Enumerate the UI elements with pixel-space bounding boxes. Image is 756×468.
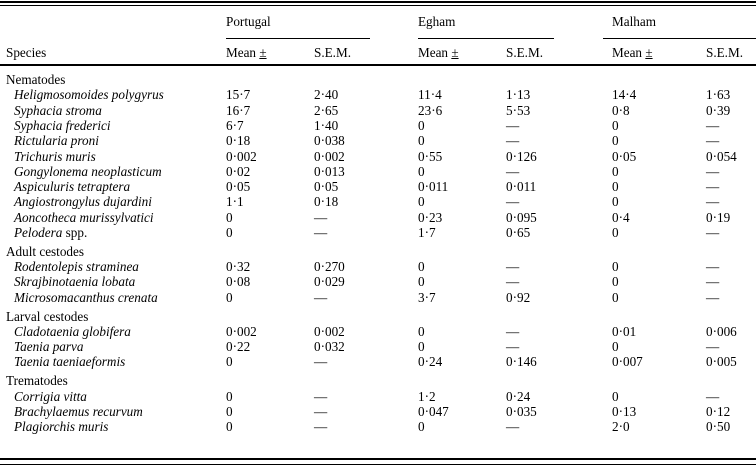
mean-cell-egham: 0·24	[418, 354, 443, 370]
mean-header-malham	[612, 46, 653, 60]
mean-cell-portugal: 0	[226, 403, 233, 419]
sem-cell-malham: —	[706, 194, 720, 210]
mean-cell-egham: 3·7	[418, 289, 436, 305]
mean-cell-egham: 0	[418, 117, 425, 133]
mean-cell-malham: 0	[612, 163, 619, 179]
species-cell	[14, 104, 102, 118]
sem-cell-portugal: 0·013	[314, 163, 345, 179]
sem-cell-portugal: 1·40	[314, 117, 339, 133]
mean-cell-egham: 0	[418, 133, 425, 149]
mean-cell-malham: 14·4	[612, 87, 637, 103]
mean-cell-egham: 0·047	[418, 403, 449, 419]
mean-cell-egham: 1·7	[418, 225, 436, 240]
sem-cell-portugal: —	[314, 354, 328, 370]
sem-cell-egham: 0·011	[506, 179, 537, 195]
sem-cell-malham: 0·50	[706, 419, 731, 435]
sem-cell-malham: —	[706, 388, 720, 404]
species-name: Skrajbinotaenia lobata	[14, 274, 136, 290]
mean-header-egham	[418, 46, 459, 60]
species-cell	[14, 195, 152, 209]
sem-header-portugal: S.E.M.	[314, 45, 352, 60]
species-cell	[14, 355, 125, 369]
mean-cell-malham: 0	[612, 259, 619, 275]
species-cell	[14, 405, 143, 419]
sem-cell-egham: 0·035	[506, 403, 537, 419]
species-name: Taenia taeniaeformis	[14, 354, 126, 370]
mean-cell-malham: 0	[612, 339, 619, 355]
species-cell	[14, 420, 108, 434]
plus-minus-symbol: ±	[259, 45, 267, 60]
species-name: Aspiculuris tetraptera	[14, 179, 131, 195]
group-label: Nematodes	[6, 72, 66, 87]
mean-cell-egham: 0	[418, 163, 425, 179]
sem-cell-egham: 5·53	[506, 102, 531, 118]
sem-cell-malham: —	[706, 225, 720, 240]
plus-minus-symbol: ±	[451, 45, 459, 60]
species-cell	[14, 291, 158, 305]
sem-cell-egham: —	[506, 323, 520, 339]
mean-cell-egham: 0	[418, 339, 425, 355]
sem-cell-egham: —	[506, 133, 520, 149]
sem-cell-portugal: 2·65	[314, 102, 339, 118]
species-name: Plagiorchis muris	[14, 419, 109, 435]
sem-cell-malham: —	[706, 259, 720, 275]
species-cell	[14, 180, 130, 194]
mean-header-portugal	[226, 46, 267, 60]
top-thin-rule	[0, 5, 756, 6]
mean-cell-egham: 0·55	[418, 148, 443, 164]
sem-cell-egham: —	[506, 274, 520, 290]
mean-cell-malham: 0·4	[612, 209, 630, 225]
sem-cell-malham: —	[706, 179, 720, 195]
mean-cell-malham: 0·01	[612, 323, 637, 339]
mean-cell-malham: 0	[612, 117, 619, 133]
sem-cell-portugal: 0·029	[314, 274, 345, 290]
sem-cell-malham: 0·39	[706, 102, 731, 118]
sem-cell-portugal: —	[314, 403, 328, 419]
sem-cell-egham: —	[506, 339, 520, 355]
mean-cell-portugal: 0	[226, 354, 233, 370]
sem-header-malham: S.E.M.	[706, 45, 744, 60]
sem-cell-malham: —	[706, 117, 720, 133]
species-cell	[14, 88, 164, 102]
species-name: Syphacia frederici	[14, 117, 111, 133]
plus-minus-symbol: ±	[645, 45, 653, 60]
sem-cell-malham: —	[706, 274, 720, 290]
sem-cell-portugal: —	[314, 388, 328, 404]
species-cell	[14, 134, 99, 148]
sem-header-egham: S.E.M.	[506, 45, 544, 60]
species-name: Gongylonema neoplasticum	[14, 163, 162, 179]
mean-cell-portugal: 0·22	[226, 339, 251, 355]
header-bottom-rule	[0, 64, 756, 66]
mean-cell-egham: 0·23	[418, 209, 443, 225]
group-label: Larval cestodes	[6, 308, 89, 324]
bottom-thick-rule	[0, 458, 756, 460]
species-cell	[14, 390, 87, 404]
species-name: Angiostrongylus dujardini	[14, 194, 152, 210]
species-cell	[14, 275, 135, 289]
mean-cell-egham: 0	[418, 274, 425, 290]
mean-cell-portugal: 0	[226, 419, 233, 435]
mean-cell-portugal: 0·002	[226, 323, 257, 339]
sem-cell-egham: —	[506, 194, 520, 210]
mean-cell-egham: 0	[418, 323, 425, 339]
mean-cell-malham: 0·05	[612, 148, 637, 164]
mean-cell-malham: 0	[612, 388, 619, 404]
sem-cell-malham: —	[706, 339, 720, 355]
mean-cell-portugal: 0	[226, 225, 233, 240]
bottom-thin-rule	[0, 464, 756, 465]
mean-label: Mean	[418, 45, 449, 60]
sem-cell-egham: 0·095	[506, 209, 537, 225]
mean-cell-portugal: 1·1	[226, 194, 244, 210]
species-cell	[14, 325, 131, 339]
sem-cell-egham: —	[506, 163, 520, 179]
mean-cell-malham: 0	[612, 194, 619, 210]
mean-cell-portugal: 0·002	[226, 148, 257, 164]
mean-cell-portugal: 0·05	[226, 179, 251, 195]
mean-cell-portugal: 6·7	[226, 117, 244, 133]
sem-cell-portugal: 0·18	[314, 194, 339, 210]
site-header-egham: Egham	[418, 14, 456, 29]
mean-cell-portugal: 16·7	[226, 102, 251, 118]
sem-cell-malham: 0·19	[706, 209, 731, 225]
sem-cell-portugal: 0·032	[314, 339, 345, 355]
mean-cell-malham: 0	[612, 274, 619, 290]
mean-cell-portugal: 0·18	[226, 133, 251, 149]
species-name: Heligmosomoides polygyrus	[14, 87, 164, 103]
sem-cell-egham: 1·13	[506, 87, 531, 103]
site-underline-portugal	[226, 38, 370, 39]
sem-cell-portugal: 0·002	[314, 148, 345, 164]
species-cell	[14, 150, 96, 164]
species-name: Corrigia vitta	[14, 388, 87, 404]
sem-cell-malham: 0·006	[706, 323, 737, 339]
species-name: Taenia parva	[14, 339, 84, 355]
mean-cell-egham: 0	[418, 194, 425, 210]
sem-cell-portugal: 0·270	[314, 259, 345, 275]
mean-cell-malham: 0·13	[612, 403, 637, 419]
species-cell	[14, 119, 111, 133]
sem-cell-malham: —	[706, 133, 720, 149]
sem-cell-malham: 0·005	[706, 354, 737, 370]
species-name: Trichuris muris	[14, 148, 96, 164]
species-name: Cladotaenia globifera	[14, 323, 131, 339]
species-name: Rictularia proni	[14, 133, 99, 149]
species-cell	[14, 165, 162, 179]
species-name: Pelodera	[14, 225, 63, 240]
sem-cell-egham: 0·65	[506, 225, 531, 240]
sem-cell-portugal: 2·40	[314, 87, 339, 103]
mean-cell-portugal: 15·7	[226, 87, 251, 103]
mean-cell-malham: 0·8	[612, 102, 630, 118]
species-name: Aoncotheca murissylvatici	[14, 209, 154, 225]
sem-cell-portugal: 0·002	[314, 323, 345, 339]
sem-cell-portugal: —	[314, 289, 328, 305]
mean-cell-portugal: 0·32	[226, 259, 251, 275]
mean-cell-egham: 23·6	[418, 102, 443, 118]
mean-cell-portugal: 0	[226, 388, 233, 404]
mean-cell-malham: 2·0	[612, 419, 630, 435]
sem-cell-portugal: —	[314, 419, 328, 435]
mean-cell-portugal: 0	[226, 209, 233, 225]
sem-cell-portugal: 0·038	[314, 133, 345, 149]
site-header-portugal: Portugal	[226, 14, 271, 29]
species-cell	[14, 211, 154, 225]
sem-cell-egham: —	[506, 419, 520, 435]
sem-cell-egham: —	[506, 259, 520, 275]
site-underline-egham	[418, 38, 554, 39]
site-underline-malham	[603, 38, 756, 39]
species-cell	[14, 340, 83, 354]
mean-cell-egham: 0	[418, 259, 425, 275]
mean-cell-malham: 0	[612, 225, 619, 240]
mean-cell-egham: 0·011	[418, 179, 449, 195]
mean-cell-portugal: 0·08	[226, 274, 251, 290]
sem-cell-malham: —	[706, 289, 720, 305]
sem-cell-portugal: —	[314, 209, 328, 225]
species-cell	[14, 226, 87, 240]
sem-cell-malham: 1·63	[706, 87, 731, 103]
sem-cell-portugal: 0·05	[314, 179, 339, 195]
sem-cell-egham: 0·92	[506, 289, 531, 305]
site-header-malham: Malham	[612, 14, 656, 29]
species-name: Microsomacanthus crenata	[14, 289, 158, 305]
mean-cell-portugal: 0·02	[226, 163, 251, 179]
sem-cell-malham: —	[706, 163, 720, 179]
mean-label: Mean	[612, 45, 643, 60]
species-suffix: spp.	[62, 225, 88, 240]
mean-cell-malham: 0	[612, 289, 619, 305]
sem-cell-egham: —	[506, 117, 520, 133]
species-name: Rodentolepis straminea	[14, 259, 139, 275]
mean-cell-egham: 0	[418, 419, 425, 435]
species-name: Syphacia stroma	[14, 102, 102, 118]
sem-cell-portugal: —	[314, 225, 328, 240]
mean-cell-portugal: 0	[226, 289, 233, 305]
sem-cell-malham: 0·12	[706, 403, 731, 419]
group-label: Trematodes	[6, 373, 68, 389]
species-column-header: Species	[6, 45, 47, 60]
group-label: Adult cestodes	[6, 243, 85, 259]
mean-cell-malham: 0	[612, 133, 619, 149]
mean-cell-egham: 11·4	[418, 87, 442, 103]
top-thick-rule	[0, 1, 756, 3]
sem-cell-egham: 0·24	[506, 388, 531, 404]
mean-cell-malham: 0	[612, 179, 619, 195]
species-cell	[14, 260, 139, 274]
sem-cell-egham: 0·126	[506, 148, 537, 164]
sem-cell-egham: 0·146	[506, 354, 537, 370]
mean-cell-malham: 0·007	[612, 354, 643, 370]
sem-cell-malham: 0·054	[706, 148, 737, 164]
mean-cell-egham: 1·2	[418, 388, 436, 404]
mean-label: Mean	[226, 45, 257, 60]
species-name: Brachylaemus recurvum	[14, 403, 143, 419]
